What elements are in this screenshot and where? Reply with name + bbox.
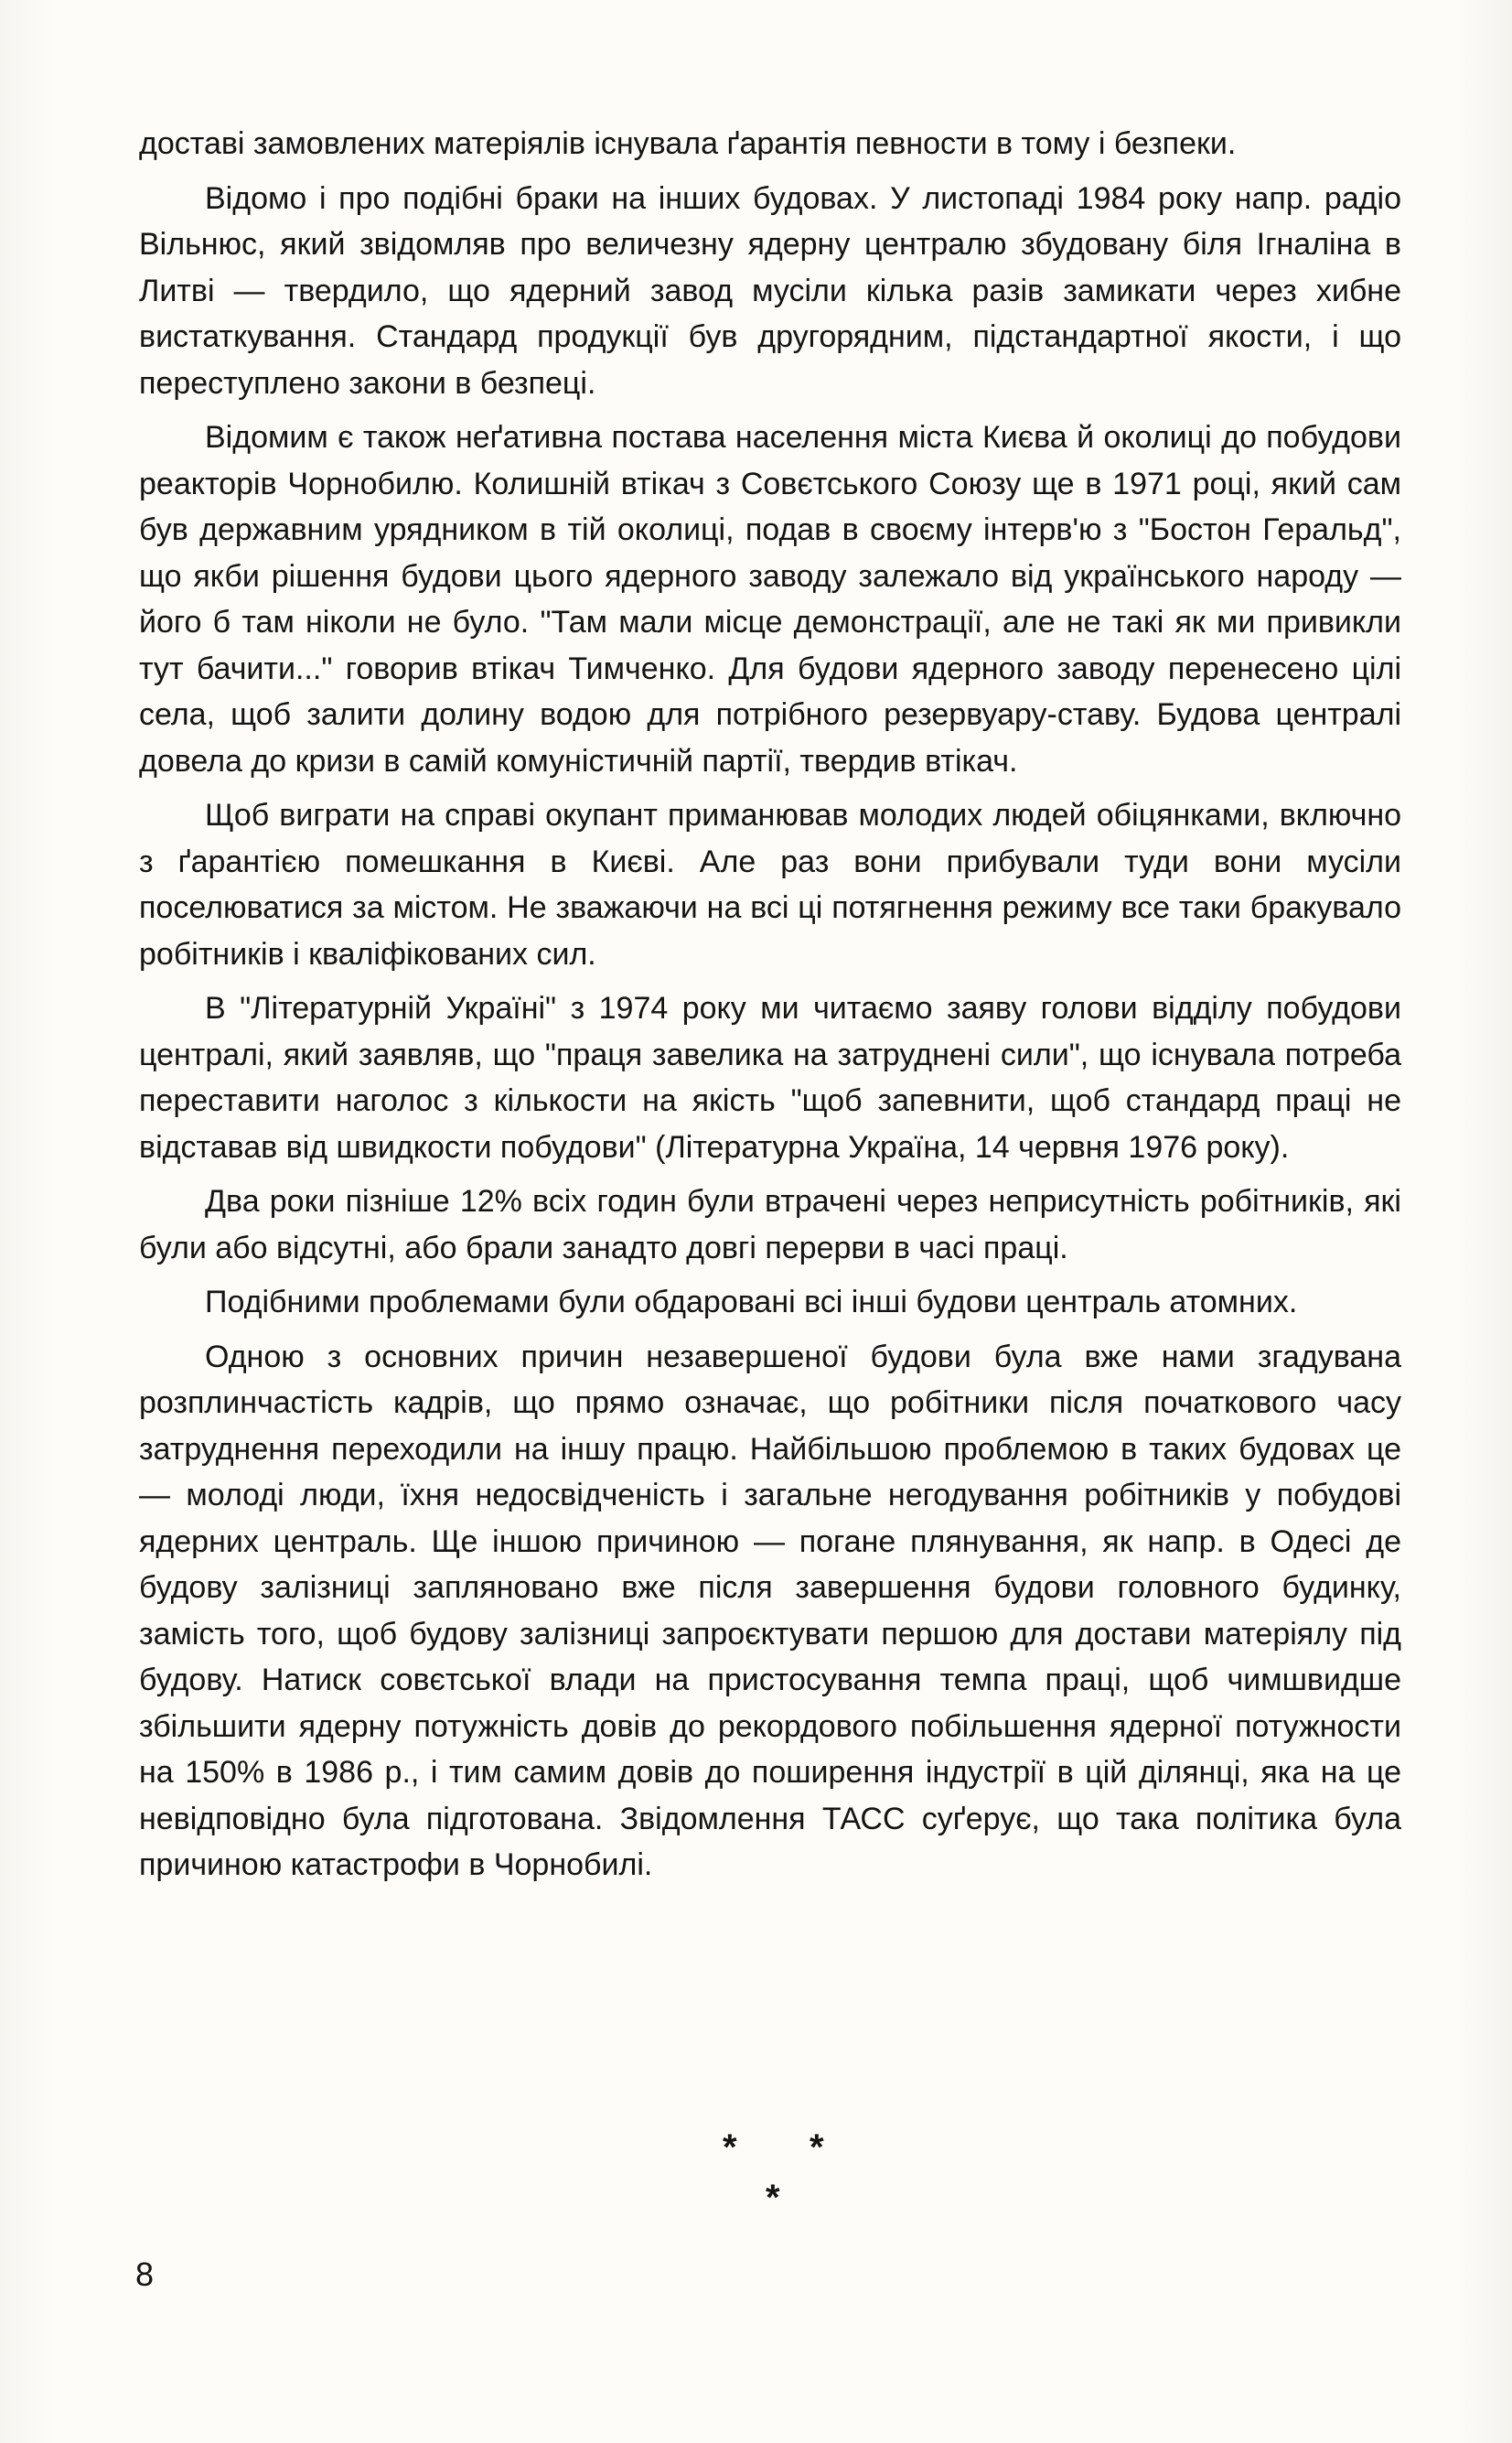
paragraph-4: Щоб виграти на справі окупант приманював молодих людей обіцянками, включно з ґарантією помешкання в Києві. Але раз вони прибували туди вони мусіли поселюватися за містом. Не зважаючи на всі ці потягнення режиму все таки бракувало робітників і кваліфікованих сил.	[139, 798, 1401, 972]
asterisk: *	[723, 2127, 737, 2168]
paragraph-8: Одною з основних причин незавершеної будови була вже нами згадувана розплинчастість кадрів, що прямо означає, що робітники після початкового часу затруднення переходили на іншу працю. Найбільшою проблемою в таких будовах це — молоді люди, їхня недосвідченість і загальне негодування робітників у побудові ядерних централь. Ще іншою причиною — погане плянування, як напр. в Одесі де будову залізниці запляновано вже після завершення будови головного будинку, замість того, щоб будову залізниці запроєктувати першою для достави матеріялу під будову. Натиск совєтської влади на пристосування темпа праці, щоб чимшвидше збільшити ядерну потужність довів до рекордового побільшення ядерної потужности на 150% в 1986 р., і тим самим довів до поширення індустрії в цій ділянці, яка на це невідповідно була підготована. Звідомлення ТАСС суґерує, що така політика була причиною катастрофи в Чорнобилі.	[139, 1339, 1401, 1882]
asterisk: *	[766, 2178, 780, 2218]
section-separator	[704, 2127, 842, 2228]
paragraph-6: Два роки пізніше 12% всіх годин були втрачені через неприсутність робітників, які були або відсутні, або брали занадто довгі перерви в часі праці.	[139, 1184, 1401, 1265]
paragraph-2: Відомо і про подібні браки на інших будовах. У листопаді 1984 року напр. радіо Вільнюс, який звідомляв про величезну ядерну централю збудовану біля Ігналіна в Литві — твердило, що ядерний завод мусіли кілька разів замикати через хибне вистаткування. Стандард продукції був другорядним, підстандартної якости, і що переступлено закони в безпеці.	[139, 180, 1401, 401]
paragraph-5: В "Літературній Україні" з 1974 року ми читаємо заяву голови відділу побудови централі, який заявляв, що "праця завелика на затруднені сили", що існувала потреба переставити наголос з кількости на якість "щоб запевнити, щоб стандард праці не відставав від швидкости побудови" (Літературна Україна, 14 червня 1976 року).	[139, 991, 1401, 1165]
paragraph-7: Подібними проблемами були обдаровані всі інші будови централь атомних.	[205, 1285, 1298, 1319]
page-number: 8	[135, 2255, 155, 2293]
asterisk: *	[810, 2127, 824, 2168]
body-text	[139, 121, 1401, 1897]
paragraph-3: Відомим є також неґативна постава населення міста Києва й околиці до побудови реакторів Чорнобилю. Колишній втікач з Совєтського Союзу ще в 1971 році, який сам був державним урядником в тій околиці, подав в своєму інтерв'ю з "Бостон Геральд", що якби рішення будови цього ядерного заводу залежало від українського народу — його б там ніколи не було. "Там мали місце демонстрації, але не такі як ми привикли тут бачити..." говорив втікач Тимченко. Для будови ядерного заводу перенесено цілі села, щоб залити долину водою для потрібного резервуару-ставу. Будова централі довела до кризи в самій комуністичній партії, твердив втікач.	[139, 420, 1401, 779]
paragraph-1: доставі замовлених матеріялів існувала ґарантія певности в тому і безпеки.	[139, 126, 1237, 161]
